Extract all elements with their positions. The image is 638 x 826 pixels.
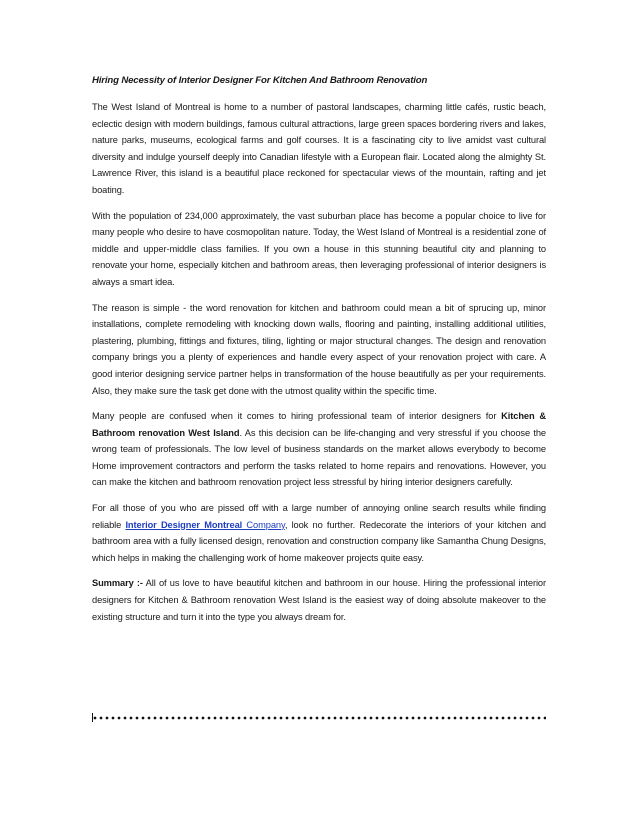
summary-label: Summary :- [92,578,143,589]
paragraph-summary [92,575,546,625]
company-link[interactable]: Company [246,519,285,530]
interior-designer-montreal-link[interactable]: Interior Designer Montreal [125,519,247,530]
document-title: Hiring Necessity of Interior Designer For Kitchen And Bathroom Renovation [92,75,428,86]
paragraph-search-text-end: , look no further. Redecorate the interiors of your kitchen and bathroom area with a fully licensed design, renovation and construction company like Samantha Chung Designs, which helps in making the challenging work of home makeover projects quite easy. [92,519,546,563]
paragraph-hiring [92,408,546,491]
paragraph-population: With the population of 234,000 approximately, the vast suburban place has become a popular choice to live for many people who desire to have cosmopolitan nature. Today, the West Island of Montreal is a residential zone of middle and upper-middle class families. If you own a house in this stunning beautiful city and planning to renovate your home, especially kitchen and bathroom areas, then leveraging professional of interior designers is always a smart idea. [92,210,546,287]
paragraph-search-text-start: For all those of you who are pissed off with a large number of annoying online search results while finding reliable [92,503,546,530]
paragraph-reason: The reason is simple - the word renovation for kitchen and bathroom could mean a bit of sprucing up, minor installations, complete remodeling with knocking down walls, flooring and painting, installing additional utilities, plastering, plumbing, fittings and fixtures, tiling, lighting or major structural changes. The design and renovation company brings you a plenty of experiences and handle every aspect of your renovation project with care. A good interior designing service partner helps in transformation of the house beautifully as per your requirements. Also, they make sure the task get done with the utmost quality within the specific time. [92,302,546,396]
keyword-kitchen-bathroom: Kitchen & Bathroom renovation West Island [92,411,546,438]
paragraph-hiring-text-end: . As this decision can be life-changing and very stressful if you choose the wrong team of professionals. The low level of business standards on the market allows everybody to become Home improvement contractors and perform the tasks related to home repairs and renovations. However, you can make the kitchen and bathroom renovation project less stressful by hiring interior designers carefully. [92,427,546,488]
paragraph-west-island: The West Island of Montreal is home to a number of pastoral landscapes, charming little cafés, rustic beach, eclectic design with modern buildings, famous cultural attractions, large green spaces bordering rivers and lakes, nature parks, museums, ecological farms and golf courses. It is a fascinating city to live amidst vast cultural diversity and indulge yourself deeply into Canadian lifestyle with a European flair. Located along the almighty St. Lawrence River, this island is a beautiful place reckoned for spectacular views of the mountain, rafting and jet boating. [92,102,546,195]
paragraph-hiring-text-start: Many people are confused when it comes to hiring professional team of interior designers for [92,411,502,422]
document-body [92,74,546,634]
paragraph-search [92,500,546,566]
dotted-divider [92,716,546,720]
summary-text: All of us love to have beautiful kitchen and bathroom in our house. Hiring the professional interior designers for Kitchen & Bathroom renovation West Island is the easiest way of doing absolute makeover to the existing structure and turn it into the type you always dream for. [92,578,546,622]
